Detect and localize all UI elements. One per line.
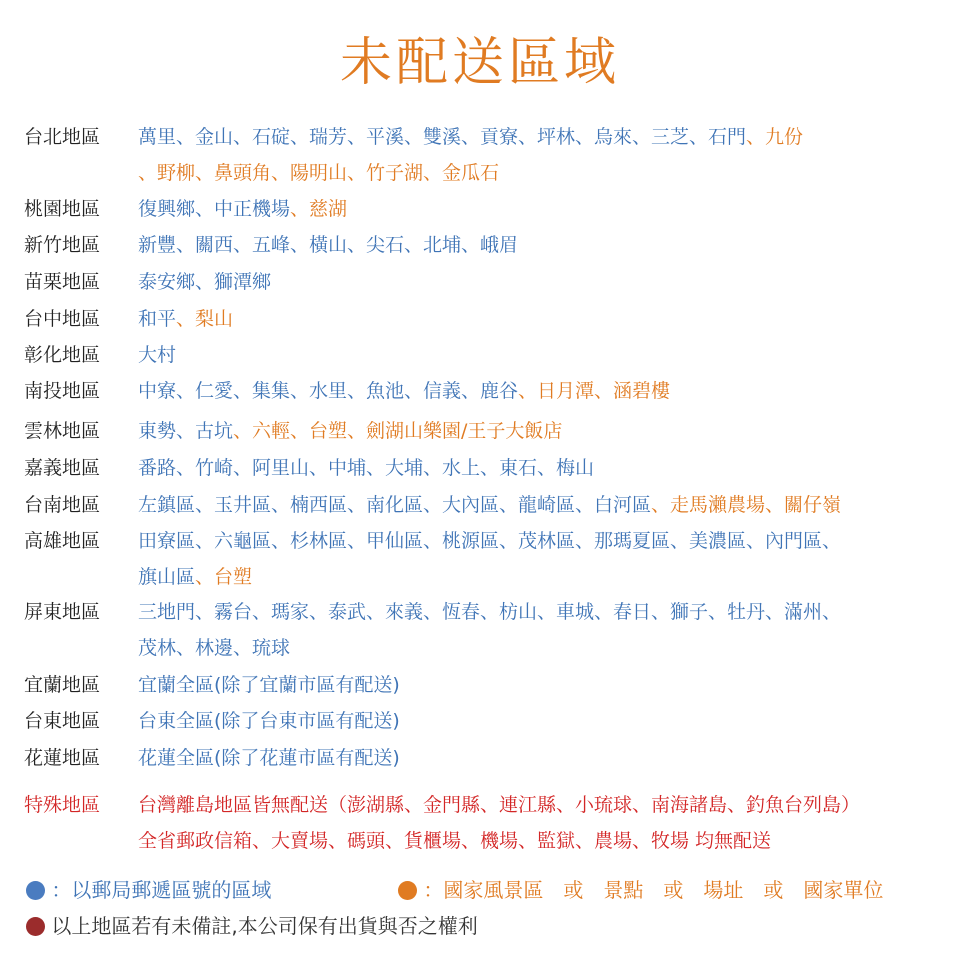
page-title: 未配送區域 (339, 33, 620, 93)
legend-label: ：國家風景區 或 景點 或 場址 或 國家單位 (423, 878, 884, 902)
region-label: 新竹地區 (24, 234, 101, 256)
postal-areas: 和平 (138, 308, 177, 330)
region-label: 特殊地區 (24, 794, 101, 816)
postal-areas: 田寮區、六龜區、杉林區、甲仙區、桃源區、茂林區、那瑪夏區、美濃區、內門區、 (138, 530, 842, 552)
region-areas (138, 740, 400, 776)
scenic-areas: 、野柳、鼻頭角、陽明山、竹子湖、金瓜石 (138, 162, 500, 184)
region-areas (138, 301, 233, 337)
region-label: 苗栗地區 (24, 271, 101, 293)
postal-areas: 東勢、古坑 (138, 420, 234, 442)
postal-areas: 泰安鄉、獅潭鄉 (138, 271, 272, 293)
region-areas (138, 264, 271, 300)
region-label: 彰化地區 (24, 344, 101, 366)
special-areas: 全省郵政信箱、大賣場、碼頭、貨櫃場、機場、監獄、農場、牧場 均無配送 (138, 830, 772, 852)
blue-dot-icon (26, 881, 45, 900)
postal-areas: 茂林、林邊、琉球 (138, 637, 291, 659)
region-label: 台南地區 (24, 494, 101, 516)
region-label: 桃園地區 (24, 198, 101, 220)
region-areas (138, 594, 841, 666)
postal-areas: 新豐、關西、五峰、橫山、尖石、北埔、峨眉 (138, 234, 519, 256)
dark-red-dot-icon (26, 917, 45, 936)
postal-areas: 番路、竹崎、阿里山、中埔、大埔、水上、東石、梅山 (138, 457, 595, 479)
orange-dot-icon (398, 881, 417, 900)
region-areas (138, 373, 670, 409)
region-label: 台東地區 (24, 710, 101, 732)
region-areas (138, 703, 400, 739)
region-areas (138, 337, 176, 373)
region-areas (138, 787, 860, 859)
special-areas: 台灣離島地區皆無配送（澎湖縣、金門縣、連江縣、小琉球、南海諸島、釣魚台列島） (138, 794, 861, 816)
postal-areas: 萬里、金山、石碇、瑞芳、平溪、雙溪、貢寮、坪林、烏來、三芝、石門 (138, 126, 747, 148)
region-areas (138, 450, 594, 486)
postal-areas: 左鎮區、玉井區、楠西區、南化區、大內區、龍崎區、白河區 (138, 494, 652, 516)
legend-label: ：以郵局郵遞區號的區域 (51, 878, 272, 902)
region-label: 雲林地區 (24, 420, 101, 442)
region-areas (138, 487, 841, 523)
scenic-areas: 、慈湖 (290, 198, 348, 220)
region-areas (138, 227, 518, 263)
postal-areas: 台東全區(除了台東市區有配送) (138, 710, 400, 732)
scenic-areas: 、台塑 (195, 566, 253, 588)
postal-areas: 旗山區 (138, 566, 196, 588)
region-label: 宜蘭地區 (24, 674, 101, 696)
region-label: 台中地區 (24, 308, 101, 330)
region-label: 高雄地區 (24, 530, 101, 552)
legend-item-note (26, 911, 478, 941)
legend-item-postal (26, 875, 271, 905)
postal-areas: 中寮、仁愛、集集、水里、魚池、信義、鹿谷 (138, 380, 519, 402)
region-areas (138, 413, 562, 449)
region-areas (138, 191, 347, 227)
scenic-areas: 、九份 (746, 126, 804, 148)
scenic-areas: 、六輕、台塑、劍湖山樂園/王子大飯店 (233, 420, 563, 442)
region-label: 南投地區 (24, 380, 101, 402)
scenic-areas: 、日月潭、涵碧樓 (518, 380, 671, 402)
region-areas (138, 667, 400, 703)
region-label: 屏東地區 (24, 601, 101, 623)
region-label: 嘉義地區 (24, 457, 101, 479)
scenic-areas: 、走馬瀨農場、關仔嶺 (651, 494, 842, 516)
postal-areas: 宜蘭全區(除了宜蘭市區有配送) (138, 674, 400, 696)
region-label: 花蓮地區 (24, 747, 101, 769)
region-areas (138, 119, 803, 191)
postal-areas: 花蓮全區(除了花蓮市區有配送) (138, 747, 400, 769)
region-label: 台北地區 (24, 126, 101, 148)
postal-areas: 三地門、霧台、瑪家、泰武、來義、恆春、枋山、車城、春日、獅子、牡丹、滿州、 (138, 601, 842, 623)
region-areas (138, 523, 841, 595)
scenic-areas: 、梨山 (176, 308, 234, 330)
legend-note: 以上地區若有未備註,本公司保有出貨與否之權利 (51, 914, 478, 938)
postal-areas: 復興鄉、中正機場 (138, 198, 291, 220)
postal-areas: 大村 (138, 344, 177, 366)
legend-item-scenic (398, 875, 883, 905)
